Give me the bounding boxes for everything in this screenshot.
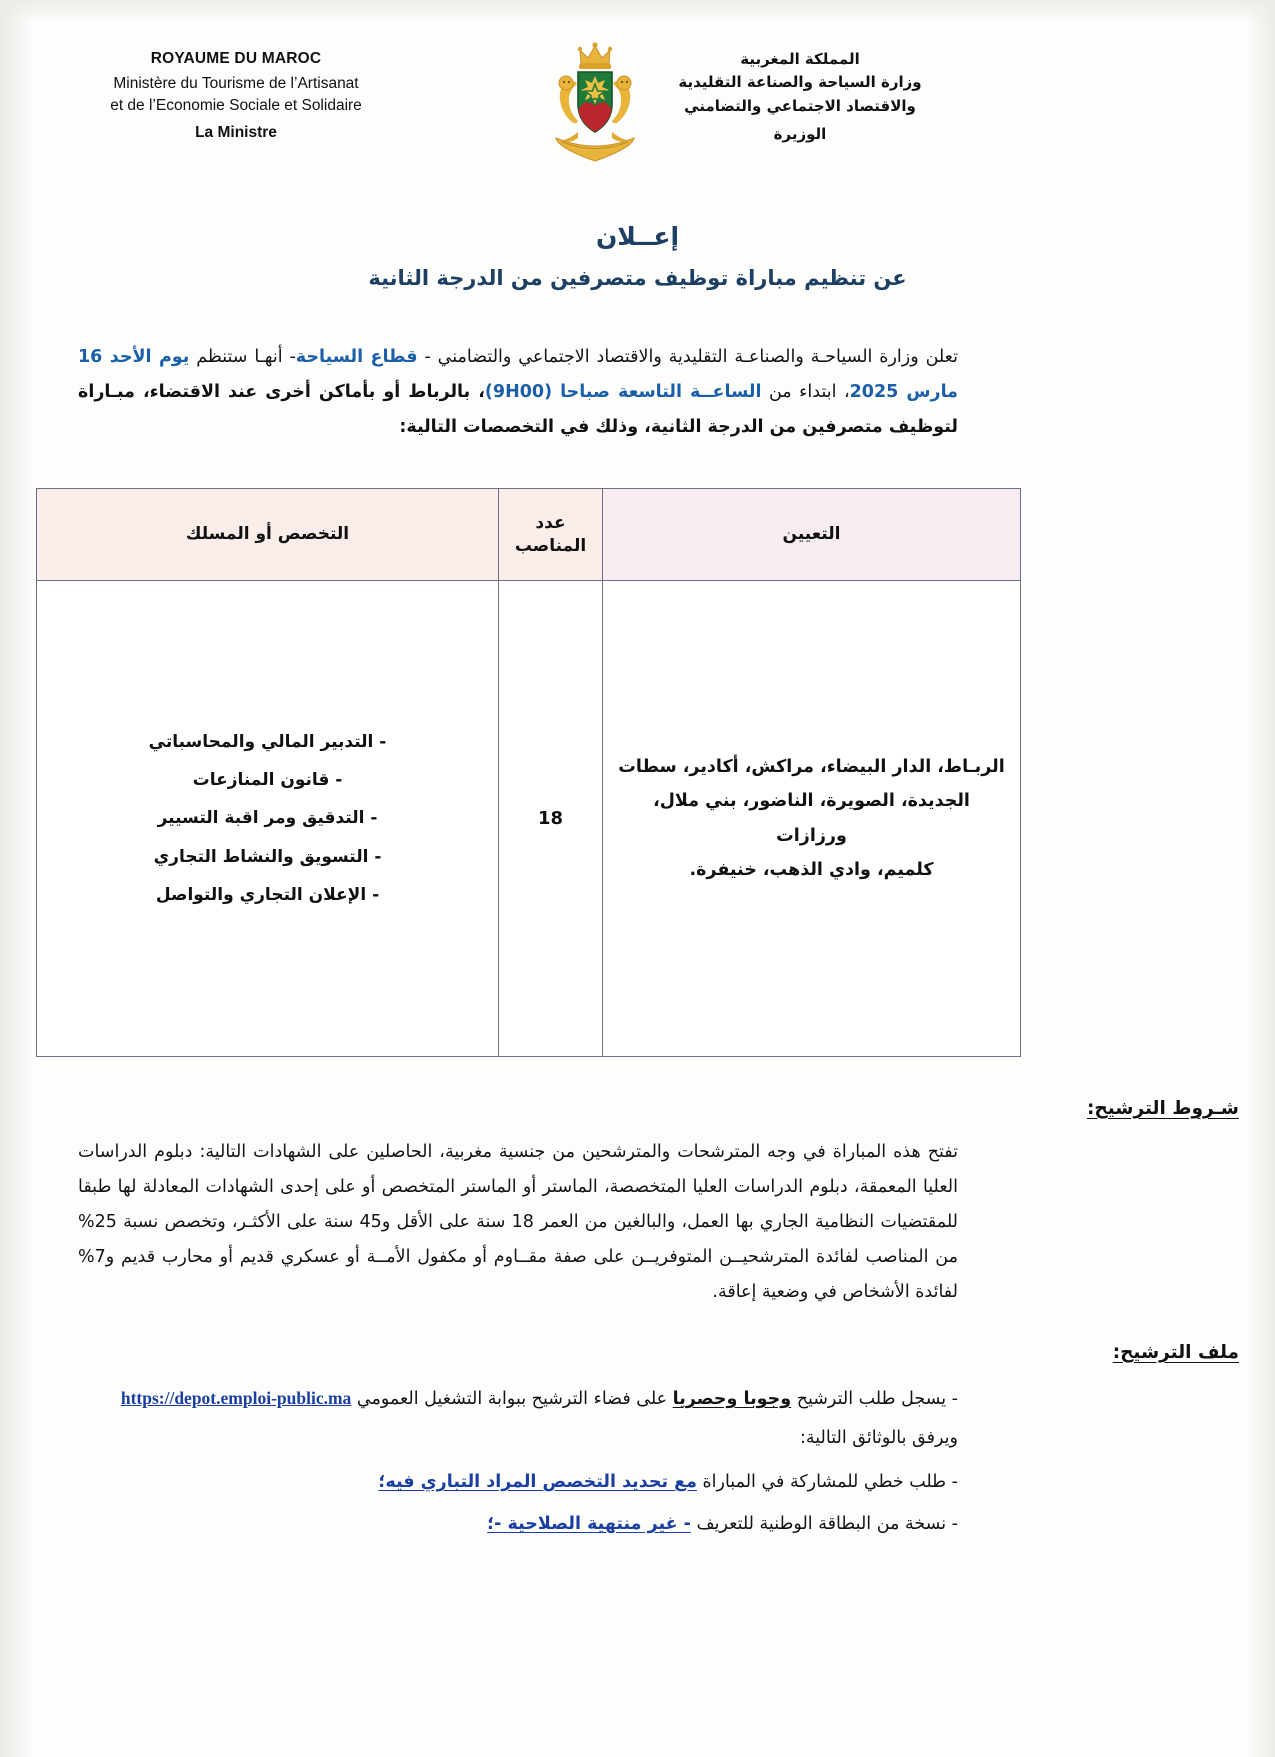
ministry-line2-fr: et de l’Economie Sociale et Solidaire — [110, 96, 362, 114]
column-header-location: التعيين — [603, 489, 1021, 581]
specialization-item: - التدقيق ومر اقبة التسيير — [157, 808, 378, 829]
specialization-item: - التدبير المالي والمحاسباتي — [148, 731, 387, 752]
column-header-positions: عدد المناصب — [499, 489, 603, 581]
item3-prefix: - نسخة من البطاقة الوطنية للتعريف — [690, 1514, 958, 1534]
conditions-paragraph: تفتح هذه المباراة في وجه المترشحات والمترشحين من جنسية مغربية، الحاصلين على الشهادات التالية: دبلوم الدراسات العليا المعمقة، دبلوم الدراسات العليا المتخصصة، الماستر أو الماستر المتخصص أو على إحدى الشهادات المعادلة لها طبقا للمقتضيات النظامية الجاري بها العمل، والبالغين من العمر 18 سنة على الأقل و45 سنة على الأكثـر، وتخصص نسبة 25% من المناصب لفائدة المترشحيــن المتوفريــن على صفة مقــاوم أو مكفول الأمــة أو عسكري قديم أو محارب قديم و7% لفائدة الأشخاص في وضعية إعاقة. — [78, 1142, 959, 1302]
intro-part-1: تعلن وزارة السياحـة والصناعـة التقليدية والاقتصاد الاجتماعي والتضامني - — [417, 347, 958, 367]
intro-paragraph — [78, 340, 958, 445]
conditions-heading: شـروط الترشيح: — [1086, 1098, 1239, 1119]
portal-link[interactable]: https://depot.emploi-public.ma — [120, 1388, 352, 1408]
minister-label-ar: الوزيرة — [773, 124, 827, 143]
cell-specializations — [37, 581, 499, 1057]
ministry-line2-ar: والاقتصاد الاجتماعي والتضامني — [684, 96, 916, 115]
location-line: الربـاط، الدار البيضاء، مراكش، أكادير، سطات — [618, 757, 1005, 778]
application-item-1 — [78, 1382, 958, 1456]
page-title: إعــلان — [595, 222, 680, 251]
intro-highlight-sector: قطاع السياحة — [295, 347, 418, 367]
minister-label-fr: La Ministre — [195, 124, 277, 142]
item2-emphasis: مع تحديد التخصص المراد التباري فيه؛ — [378, 1472, 697, 1492]
cell-locations — [603, 581, 1021, 1057]
application-item-3 — [78, 1508, 958, 1541]
specialization-item: - الإعلان التجاري والتواصل — [155, 884, 380, 905]
location-line: الجديدة، الصويرة، الناضور، بني ملال، ورزازات — [653, 791, 970, 846]
document-header — [0, 42, 1275, 192]
cell-positions-count: 18 — [499, 581, 603, 1057]
french-header-block — [46, 48, 426, 144]
kingdom-label-fr: ROYAUME DU MAROC — [150, 50, 322, 67]
scan-shadow-left — [0, 0, 34, 1757]
column-header-specialization: التخصص أو المسلك — [37, 489, 499, 581]
arabic-header-block — [620, 48, 980, 146]
ministry-line1-ar: وزارة السياحة والصناعة التقليدية — [678, 73, 922, 92]
location-line: كلميم، وادي الذهب، خنيفرة. — [689, 859, 934, 880]
specializations-table — [36, 488, 1021, 1057]
table-body — [37, 581, 1021, 1057]
scan-shadow-right — [1245, 0, 1275, 1757]
kingdom-label-ar: المملكة المغربية — [740, 50, 860, 68]
application-file-heading: ملف الترشيح: — [1112, 1342, 1239, 1363]
intro-highlight-date: يوم الأحد 16 مارس 2025 — [78, 347, 959, 402]
specialization-item: - قانون المنازعات — [192, 770, 343, 791]
application-item-2 — [78, 1466, 958, 1499]
scan-shadow-top — [0, 0, 1275, 22]
table-header — [37, 489, 1021, 581]
item1-emphasis: وجوبا وحصريا — [672, 1389, 792, 1409]
intro-part-3: ، ابتداء من — [761, 382, 850, 402]
item1-prefix: - يسجل طلب الترشيح — [791, 1389, 958, 1409]
item1-middle: على فضاء الترشيح ببوابة التشغيل العمومي — [351, 1389, 673, 1409]
table-header-row — [37, 489, 1021, 581]
ministry-line1-fr: Ministère du Tourisme de l’Artisanat — [113, 75, 359, 93]
page-subtitle: عن تنظيم مباراة توظيف متصرفين من الدرجة الثانية — [368, 266, 907, 290]
item2-prefix: - طلب خطي للمشاركة في المباراة — [696, 1472, 958, 1492]
intro-highlight-time: الساعــة التاسعة صباحا (9H00) — [484, 382, 762, 402]
intro-part-4: ، بالرباط أو بأماكن أخرى عند الاقتضاء، مبـاراة لتوظيف متصرفين من الدرجة الثانية، وذلك في التخصصات التالية: — [78, 382, 958, 437]
intro-part-2: - أنهـا ستنظم — [189, 347, 296, 367]
specialization-item: - التسويق والنشاط التجاري — [153, 846, 382, 867]
table-row — [37, 581, 1021, 1057]
item1-suffix: ويرفق بالوثائق التالية: — [799, 1428, 958, 1449]
item3-emphasis: - غير منتهية الصلاحية -؛ — [487, 1514, 691, 1534]
